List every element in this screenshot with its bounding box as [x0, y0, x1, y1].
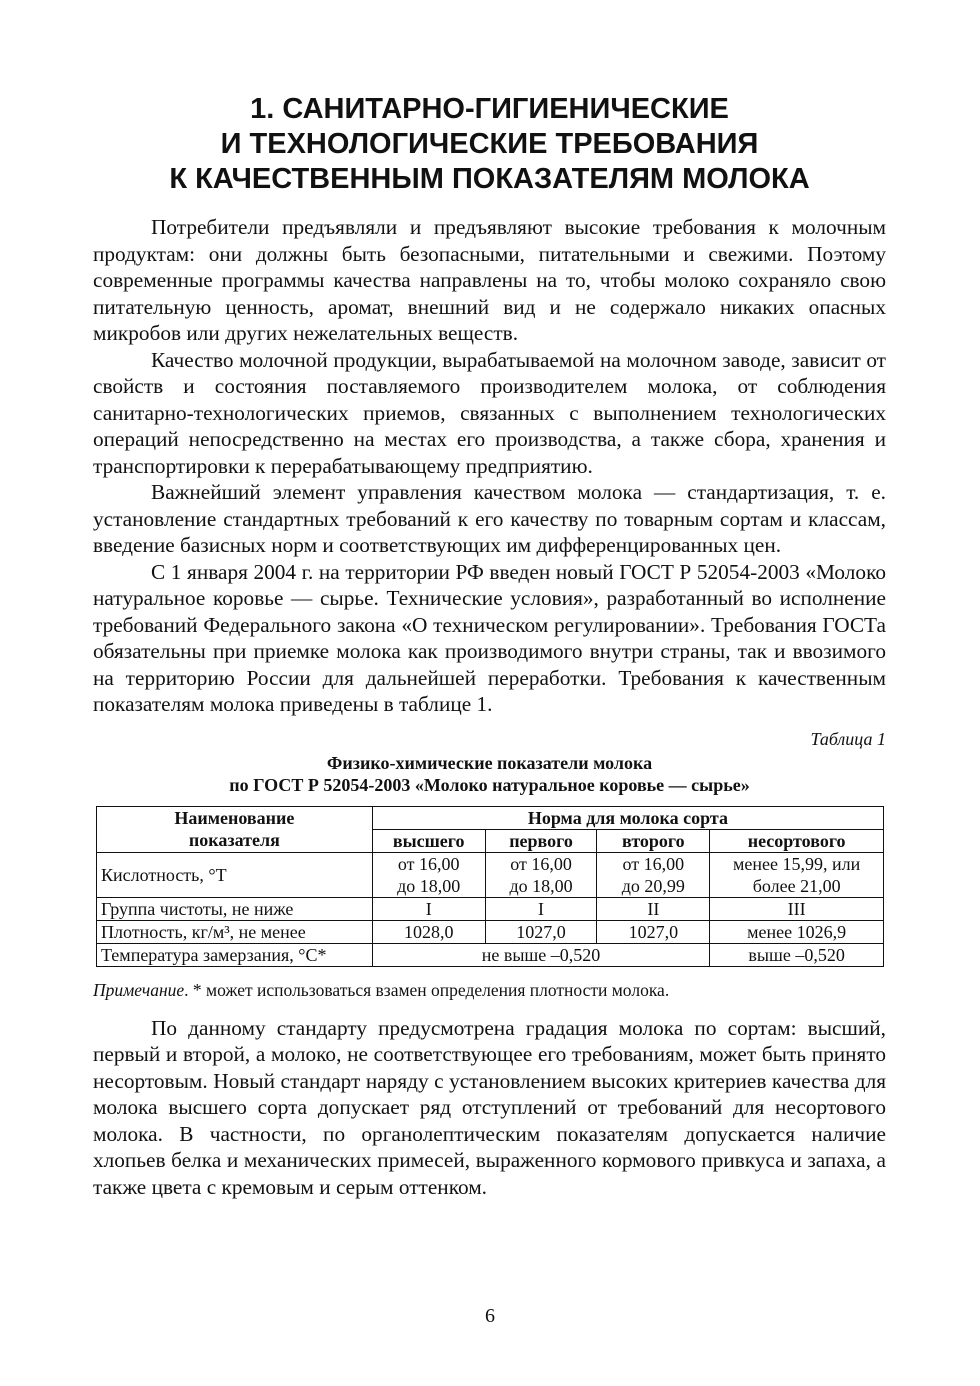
table-caption: [93, 752, 886, 796]
table-caption-line-2: по ГОСТ Р 52054-2003 «Молоко натуральное коровье — сырье»: [229, 774, 750, 795]
cell-name: Кислотность, °Т: [97, 852, 373, 897]
cell-value: менее 1026,9: [710, 920, 884, 943]
table-caption-line-1: Физико-химические показатели молока: [326, 752, 653, 773]
header-grade-second: второго: [597, 829, 710, 852]
table-row-acidity: [97, 852, 884, 897]
milk-indicators-table: [96, 806, 884, 967]
header-grade-highest: высшего: [372, 829, 485, 852]
note-label: Примечание: [93, 979, 185, 1000]
section-title: [93, 92, 886, 197]
table-header-row: [97, 806, 884, 829]
table-reference: Таблица 1: [810, 728, 886, 749]
header-indicator-name: Наименование показателя: [97, 806, 373, 852]
cell-value: 1028,0: [372, 920, 485, 943]
cell-value: от 16,00 до 18,00: [485, 852, 597, 897]
header-grade-first: первого: [485, 829, 597, 852]
cell-value: I: [372, 897, 485, 920]
cell-name: Температура замерзания, °С*: [97, 943, 373, 966]
title-line-2: И ТЕХНОЛОГИЧЕСКИЕ ТРЕБОВАНИЯ: [220, 128, 759, 160]
title-line-1: 1. САНИТАРНО-ГИГИЕНИЧЕСКИЕ: [250, 93, 729, 125]
cell-value: III: [710, 897, 884, 920]
closing-paragraph: По данному стандарту предусмотрена градация молока по сортам: высший, первый и второй, а молоко, не соответствующее его требованиям, может быть принято несортовым. Новый стандарт наряду с установлением высоких критериев качества для молока высшего сорта допускает ряд отступлений от требований для несортового молока. В частности, по органолептическим показателям допускается наличие хлопьев белка и механических примесей, выраженного кормового привкуса и запаха, а также цвета с кремовым и серым оттенком.: [93, 1015, 886, 1199]
paragraph-4: С 1 января 2004 г. на территории РФ введен новый ГОСТ Р 52054-2003 «Молоко натуральное коровье — сырье. Технические условия», разработанный во исполнение требований Федерального закона «О техническом регулировании». Требования ГОСТа обязательны при приемке молока как производимого внутри страны, так и ввозимого на территорию России для дальнейшей переработки. Требования к качественным показателям молока приведены в таблице 1.: [93, 559, 886, 716]
paragraph-2: Качество молочной продукции, вырабатываемой на молочном заводе, зависит от свойств и состояния поставляемого производителем молока, от соблюдения санитарно-технологических приемов, связанных с выполнением технологических операций непосредственно на местах его производства, а также сбора, хранения и транспортировки к перерабатывающему предприятию.: [93, 347, 886, 478]
cell-value: от 16,00 до 20,99: [597, 852, 710, 897]
cell-name: Плотность, кг/м³, не менее: [97, 920, 373, 943]
cell-value: I: [485, 897, 597, 920]
table-row-density: [97, 920, 884, 943]
cell-value-merged: не выше –0,520: [372, 943, 710, 966]
table-note: [93, 979, 886, 1001]
page-content: [93, 92, 886, 1200]
cell-value: II: [597, 897, 710, 920]
paragraph-1: Потребители предъявляли и предъявляют высокие требования к молочным продуктам: они должны быть безопасными, питательными и свежими. Поэтому современные программы качества направлены на то, чтобы молоко сохраняло свою питательную ценность, аромат, внешний вид и не содержало никаких опасных микробов или других нежелательных веществ.: [93, 215, 886, 345]
title-line-3: К КАЧЕСТВЕННЫМ ПОКАЗАТЕЛЯМ МОЛОКА: [169, 163, 810, 195]
cell-value: от 16,00 до 18,00: [372, 852, 485, 897]
header-norm: Норма для молока сорта: [372, 806, 883, 829]
paragraph-3: Важнейший элемент управления качеством молока — стандартизация, т. е. установление стандартных требований к его качеству по товарным сортам и классам, введение базисных норм и соответствующих им дифференцированных цен.: [93, 480, 886, 557]
header-grade-ungraded: несортового: [710, 829, 884, 852]
cell-value: менее 15,99, или более 21,00: [710, 852, 884, 897]
cell-name: Группа чистоты, не ниже: [97, 897, 373, 920]
cell-value: 1027,0: [597, 920, 710, 943]
cell-value: выше –0,520: [710, 943, 884, 966]
page-number: 6: [485, 1305, 495, 1327]
cell-value: 1027,0: [485, 920, 597, 943]
table-row-purity: [97, 897, 884, 920]
table-row-freezing: [97, 943, 884, 966]
note-text: . * может использоваться взамен определения плотности молока.: [184, 979, 670, 1000]
